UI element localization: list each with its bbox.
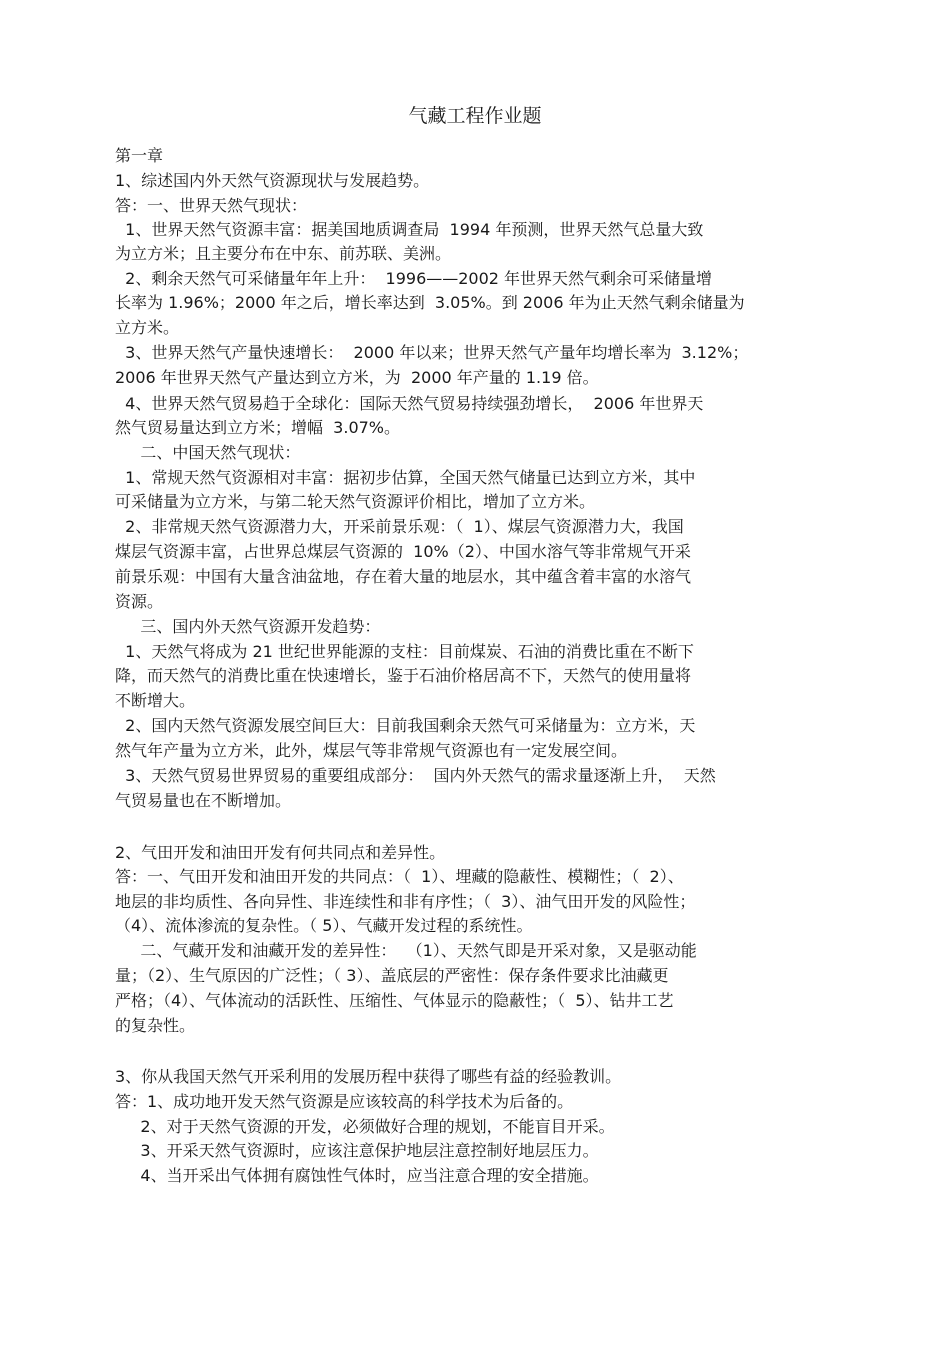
answer-line: 为立方米；且主要分布在中东、前苏联、美洲。 — [115, 244, 452, 263]
answer-line: 的复杂性。 — [115, 1016, 196, 1035]
answer-line: （4）、流体渗流的复杂性。（ 5）、气藏开发过程的系统性。 — [115, 916, 533, 935]
answer-line: 量；（2）、生气原因的广泛性；（ 3）、盖底层的严密性：保存条件要求比油藏更 — [115, 966, 669, 985]
answer-line: 立方米。 — [115, 318, 180, 337]
answer-line: 降，而天然气的消费比重在快速增长，鉴于石油价格居高不下，天然气的使用量将 — [115, 666, 692, 685]
answer-line: 2、非常规天然气资源潜力大，开采前景乐观：（ 1）、煤层气资源潜力大，我国 — [115, 517, 684, 536]
answer-line: 3、世界天然气产量快速增长： 2000 年以来；世界天然气产量年均增长率为 3.12%； — [115, 343, 749, 362]
question-2: 2、气田开发和油田开发有何共同点和差异性。 — [115, 843, 446, 862]
answer-line: 答：一、气田开发和油田开发的共同点：（ 1）、埋藏的隐蔽性、模糊性；（ 2）、 — [115, 867, 684, 886]
answer-line: 2、国内天然气资源发展空间巨大：目前我国剩余天然气可采储量为：立方米，天 — [115, 716, 696, 735]
answer-line: 可采储量为立方米，与第二轮天然气资源评价相比，增加了立方米。 — [115, 492, 596, 511]
answer-line: 2、对于天然气资源的开发，必须做好合理的规划，不能盲目开采。 — [115, 1117, 615, 1136]
answer-line: 然气贸易量达到立方米；增幅 3.07%。 — [115, 418, 401, 437]
answer-line: 4、当开采出气体拥有腐蚀性气体时，应当注意合理的安全措施。 — [115, 1166, 599, 1185]
answer-line: 资源。 — [115, 592, 164, 611]
answer-line: 前景乐观：中国有大量含油盆地，存在着大量的地层水，其中蕴含着丰富的水溶气 — [115, 567, 692, 586]
answer-line: 煤层气资源丰富，占世界总煤层气资源的 10%（2）、中国水溶气等非常规气开采 — [115, 542, 691, 561]
question-3: 3、你从我国天然气开采利用的发展历程中获得了哪些有益的经验教训。 — [115, 1067, 622, 1086]
answer-line: 答：1、成功地开发天然气资源是应该较高的科学技术为后备的。 — [115, 1092, 574, 1111]
answer-line: 不断增大。 — [115, 691, 196, 710]
answer-line: 三、国内外天然气资源开发趋势： — [115, 617, 381, 636]
chapter-heading: 第一章 — [115, 146, 164, 165]
answer-line: 1、世界天然气资源丰富：据美国地质调查局 1994 年预测，世界天然气总量大致 — [115, 220, 704, 239]
answer-line: 3、天然气贸易世界贸易的重要组成部分： 国内外天然气的需求量逐渐上升， 天然 — [115, 766, 716, 785]
answer-line: 严格；（4）、气体流动的活跃性、压缩性、气体显示的隐蔽性；（ 5）、钻井工艺 — [115, 991, 674, 1010]
answer-line: 2、剩余天然气可采储量年年上升： 1996——2002 年世界天然气剩余可采储量增 — [115, 269, 713, 288]
answer-line: 二、气藏开发和油藏开发的差异性： （1）、天然气即是开采对象，又是驱动能 — [115, 941, 697, 960]
answer-line: 答：一、世界天然气现状： — [115, 196, 308, 215]
answer-line: 长率为 1.96%；2000 年之后，增长率达到 3.05%。到 2006 年为止天然气剩余储量为 — [115, 293, 745, 312]
answer-line: 4、世界天然气贸易趋于全球化：国际天然气贸易持续强劲增长， 2006 年世界天 — [115, 394, 704, 413]
answer-line: 2006 年世界天然气产量达到立方米，为 2000 年产量的 1.19 倍。 — [115, 368, 599, 387]
document-title: 气藏工程作业题 — [408, 105, 542, 127]
answer-line: 二、中国天然气现状： — [115, 443, 301, 462]
answer-line: 然气年产量为立方米，此外，煤层气等非常规气资源也有一定发展空间。 — [115, 741, 628, 760]
answer-line: 气贸易量也在不断增加。 — [115, 791, 292, 810]
question-1: 1、综述国内外天然气资源现状与发展趋势。 — [115, 171, 430, 190]
answer-line: 地层的非均质性、各向异性、非连续性和非有序性；（ 3）、油气田开发的风险性； — [115, 892, 696, 911]
answer-line: 1、常规天然气资源相对丰富：据初步估算，全国天然气储量已达到立方米，其中 — [115, 468, 696, 487]
answer-line: 1、天然气将成为 21 世纪世界能源的支柱：目前煤炭、石油的消费比重在不断下 — [115, 642, 694, 661]
answer-line: 3、开采天然气资源时，应该注意保护地层注意控制好地层压力。 — [115, 1141, 599, 1160]
